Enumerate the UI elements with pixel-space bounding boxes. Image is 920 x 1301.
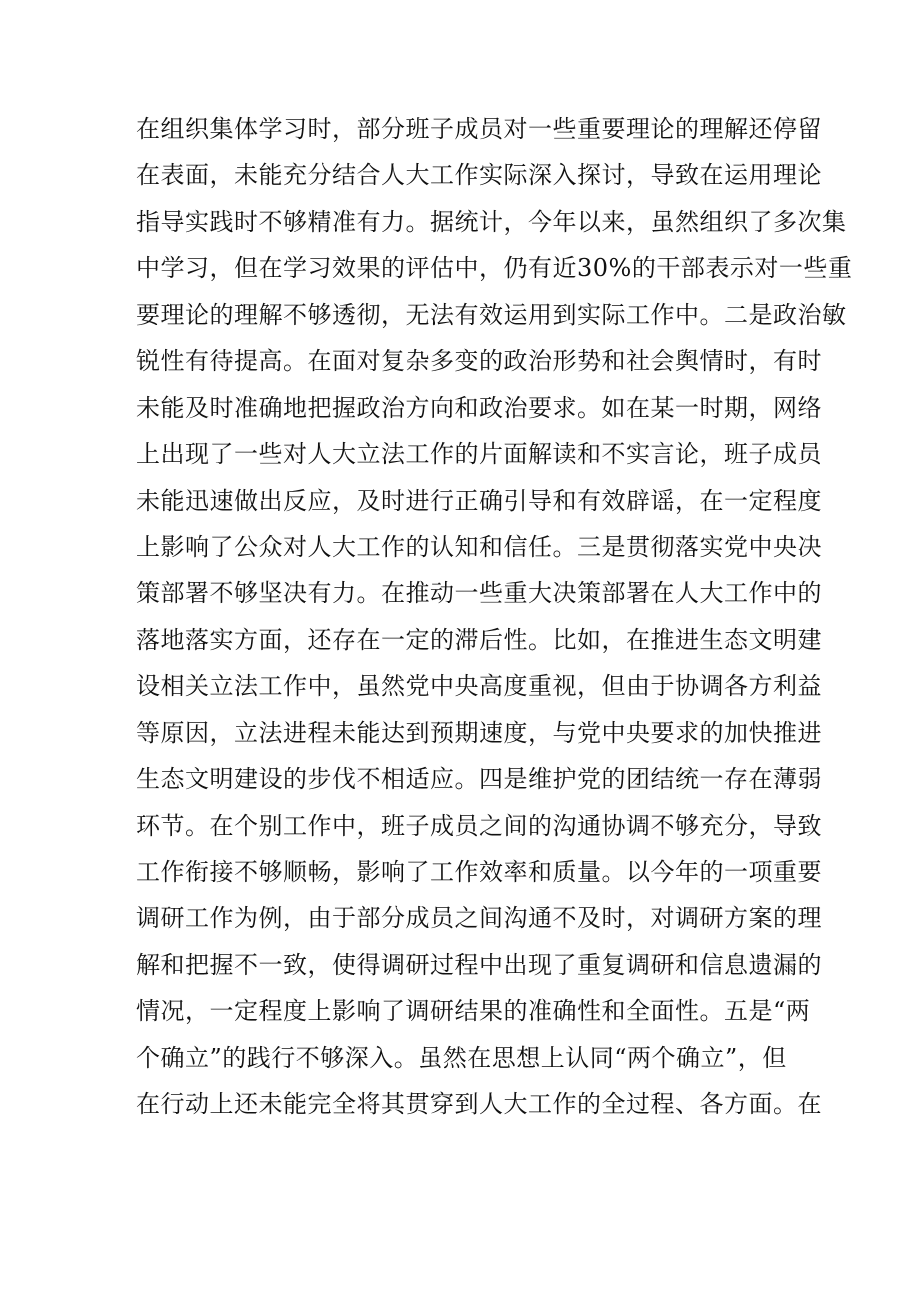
text-line-9: 未能迅速做出反应，及时进行正确引导和有效辟谣，在一定程度 [136,486,822,515]
text-line-2: 在表面，未能充分结合人大工作实际深入探讨，导致在运用理论 [136,161,822,190]
text-line-4: 中学习，但在学习效果的评估中，仍有近30%的干部表示对一些重 [136,254,853,283]
body-text [136,106,853,1128]
text-line-7: 未能及时准确地把握政治方向和政治要求。如在某一时期，网络 [136,393,822,422]
text-line-3: 指导实践时不够精准有力。据统计，今年以来，虽然组织了多次集 [136,207,847,236]
text-line-20: 情况，一定程度上影响了调研结果的准确性和全面性。五是“两 [136,997,811,1026]
text-line-16: 环节。在个别工作中，班子成员之间的沟通协调不够充分，导致 [136,811,822,840]
text-line-11: 策部署不够坚决有力。在推动一些重大决策部署在人大工作中的 [136,579,822,608]
text-line-22: 在行动上还未能完全将其贯穿到人大工作的全过程、各方面。在 [136,1090,822,1119]
text-line-15: 生态文明建设的步伐不相适应。四是维护党的团结统一存在薄弱 [136,765,822,794]
text-line-10: 上影响了公众对人大工作的认知和信任。三是贯彻落实党中央决 [136,532,822,561]
text-line-19: 解和把握不一致，使得调研过程中出现了重复调研和信息遗漏的 [136,950,822,979]
text-line-8: 上出现了一些对人大立法工作的片面解读和不实言论，班子成员 [136,440,822,469]
text-line-17: 工作衔接不够顺畅，影响了工作效率和质量。以今年的一项重要 [136,858,822,886]
text-line-6: 锐性有待提高。在面对复杂多变的政治形势和社会舆情时，有时 [136,347,822,376]
text-line-13: 设相关立法工作中，虽然党中央高度重视，但由于协调各方利益 [136,672,822,701]
text-line-5: 要理论的理解不够透彻，无法有效运用到实际工作中。二是政治敏 [136,300,847,329]
text-line-21: 个确立”的践行不够深入。虽然在思想上认同“两个确立”，但 [136,1043,787,1072]
text-line-1: 在组织集体学习时，部分班子成员对一些重要理论的理解还停留 [136,115,822,143]
text-line-18: 调研工作为例，由于部分成员之间沟通不及时，对调研方案的理 [136,904,822,933]
text-line-12: 落地落实方面，还存在一定的滞后性。比如，在推进生态文明建 [136,625,822,654]
text-line-14: 等原因，立法进程未能达到预期速度，与党中央要求的加快推进 [136,718,822,747]
